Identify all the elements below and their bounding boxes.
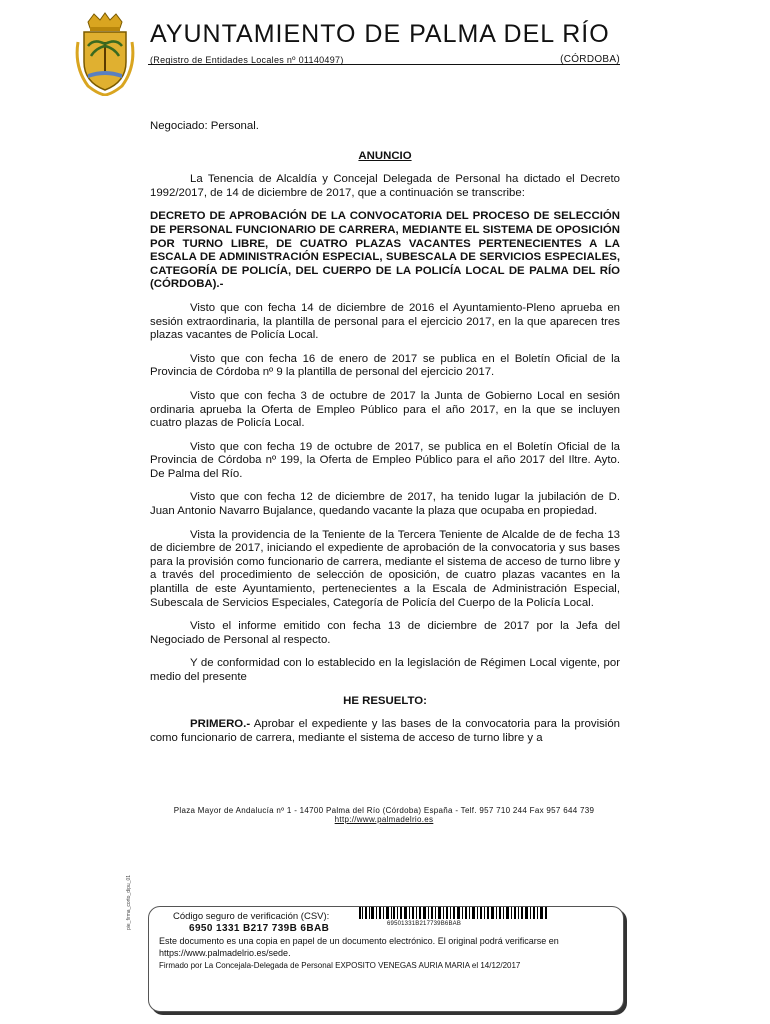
paragraph: Visto que con fecha 19 de octubre de 2017, se publica en el Boletín Oficial de la Provincia de Córdoba nº 199, la Oferta de Empleo Público para el año 2017 del Iltre. Ayto. De Palma del Río.	[150, 440, 620, 480]
csv-code: 6950 1331 B217 739B 6BAB	[189, 923, 330, 934]
province-label: (CÓRDOBA)	[560, 54, 620, 65]
paragraph: Visto que con fecha 14 de diciembre de 2016 el Ayuntamiento-Pleno aprueba en sesión extraordinaria, la plantilla de personal para el ejercicio 2017, en la que aparecen tres plazas vacantes de Policía Local.	[150, 301, 620, 342]
department-label: Negociado: Personal.	[150, 120, 259, 132]
csv-label: Código seguro de verificación (CSV):	[173, 911, 330, 922]
paragraph: Visto que con fecha 16 de enero de 2017 se publica en el Boletín Oficial de la Provincia de Córdoba nº 9 la plantilla de personal del ejercicio 2017.	[150, 352, 620, 379]
csv-description: Este documento es una copia en papel de un documento electrónico. El original podrá verificarse en https://www.palmadelrio.es/sede.	[159, 936, 559, 958]
footer-address: Plaza Mayor de Andalucía nº 1 - 14700 Palma del Río (Córdoba) España - Telf. 957 710 244 Fax 957 644 739	[173, 806, 595, 815]
coat-of-arms-icon	[74, 12, 136, 96]
barcode-icon	[359, 907, 549, 919]
paragraph: Visto que con fecha 12 de diciembre de 2017, ha tenido lugar la jubilación de D. Juan Antonio Navarro Bujalance, quedando vacante la plaza que ocupaba en propiedad.	[150, 491, 620, 518]
page-footer	[148, 806, 620, 824]
announcement-heading: ANUNCIO	[358, 149, 412, 162]
resolved-heading: HE RESUELTO:	[343, 694, 427, 707]
csv-verification-box	[148, 906, 624, 1012]
page-title: AYUNTAMIENTO DE PALMA DEL RÍO	[150, 20, 610, 48]
primero-text: Aprobar el expediente y las bases de la convocatoria para la provisión como funcionario de carrera, mediante el sistema de acceso de turno libre y a	[150, 718, 620, 744]
signature-line: Firmado por La Concejala-Delegada de Personal EXPOSITO VENEGAS AURIA MARIA el 14/12/2017	[159, 961, 521, 970]
primero-label: PRIMERO.-	[190, 718, 251, 731]
decree-title: DECRETO DE APROBACIÓN DE LA CONVOCATORIA DEL PROCESO DE SELECCIÓN DE PERSONAL FUNCIONARIO DE CARRERA, MEDIANTE EL SISTEMA DE OPOSICIÓN POR TURNO LIBRE, DE CUATRO PLAZAS VACANTES PERTENECIENTES A LA ESCALA DE ADMINISTRACIÓN ESPECIAL, SUBESCALA DE SERVICIOS ESPECIALES, CATEGORÍA DE POLICÍA, DEL CUERPO DE LA POLICÍA LOCAL DE PALMA DEL RÍO (CÓRDOBA).-	[150, 210, 620, 291]
registry-number: (Registro de Entidades Locales nº 01140497)	[150, 55, 344, 65]
paragraph: Visto el informe emitido con fecha 13 de diciembre de 2017 por la Jefa del Negociado de Personal al respecto.	[150, 620, 620, 646]
barcode-text: 69501331B217739B6BAB	[387, 921, 462, 927]
paragraph: Vista la providencia de la Teniente de la Tercera Teniente de Alcalde de de fecha 13 de diciembre de 2017, iniciando el expediente de aprobación de la convocatoria y sus bases para la provisión como funcionario de carrera, mediante el sistema de acceso de turno libre y a través del procedimiento de selección de oposición, de cuatro plazas vacantes en la plantilla de este Ayuntamiento, pertenecientes a la Escala de Administración Especial, Subescala de Servicios Especiales, Categoría de Policía del Cuerpo de la Policía Local.	[150, 528, 620, 609]
paragraph: Visto que con fecha 3 de octubre de 2017 la Junta de Gobierno Local en sesión ordinaria aprueba la Oferta de Empleo Público para el año 2017, en la que se incluyen cuatro plazas de Policía Local.	[150, 389, 620, 430]
primero-paragraph	[150, 718, 620, 745]
paragraph: Y de conformidad con lo establecido en la legislación de Régimen Local vigente, por medio del presente	[150, 657, 620, 683]
side-label: pie_firma_corto_dipu_01	[126, 874, 132, 930]
footer-url-link[interactable]: http://www.palmadelrio.es	[334, 815, 434, 824]
intro-paragraph: La Tenencia de Alcaldía y Concejal Delegada de Personal ha dictado el Decreto 1992/2017, de 14 de diciembre de 2017, que a continuación se transcribe:	[150, 173, 620, 199]
document-body	[150, 120, 620, 755]
